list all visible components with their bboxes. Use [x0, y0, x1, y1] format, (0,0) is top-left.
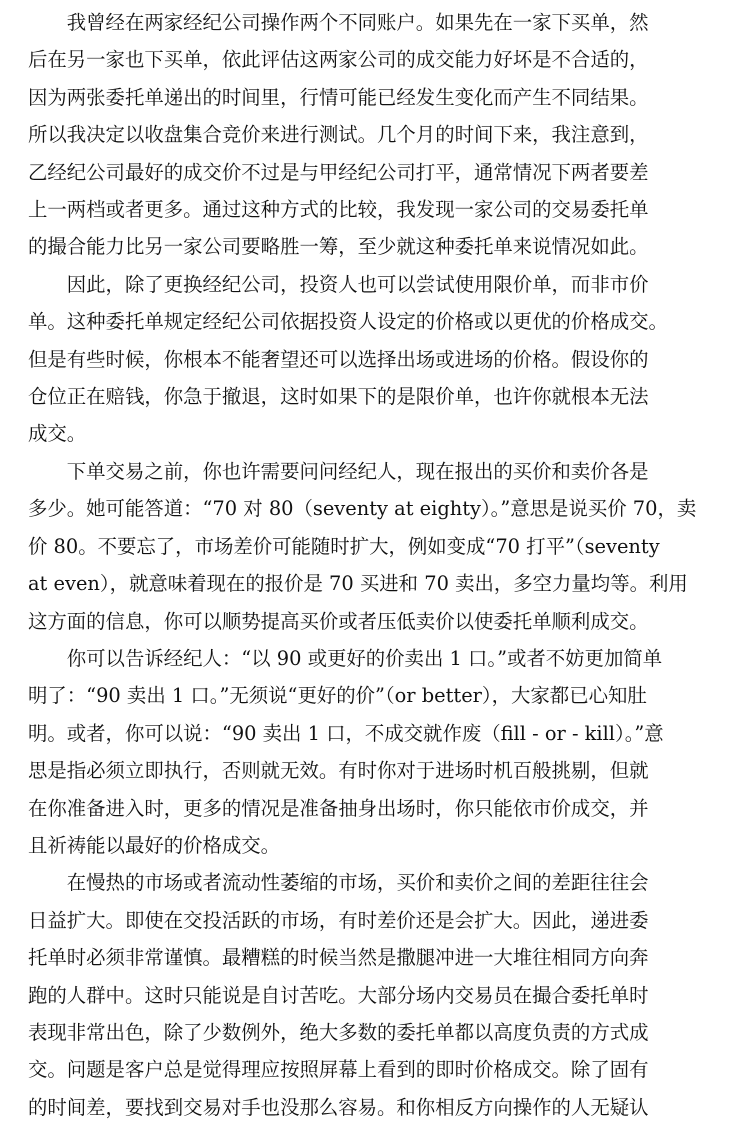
text-line: 跑的人群中。这时只能说是自讨苦吃。大部分场内交易员在撮合委托单时 — [28, 983, 649, 1007]
text-line: 但是有些时候，你根本不能奢望还可以选择出场或进场的价格。假设你的 — [28, 347, 649, 371]
text-line: 下单交易之前，你也许需要问问经纪人，现在报出的买价和卖价各是 — [28, 459, 649, 483]
text-line: 的时间差，要找到交易对手也没那么容易。和你相反方向操作的人无疑认 — [28, 1095, 649, 1119]
text-line: 你可以告诉经纪人：“以 90 或更好的价卖出 1 口。”或者不妨更加简单 — [28, 646, 663, 670]
text-line: 所以我决定以收盘集合竞价来进行测试。几个月的时间下来，我注意到， — [28, 123, 649, 147]
text-line: 托单时必须非常谨慎。最糟糕的时候当然是撒腿冲进一大堆往相同方向奔 — [28, 946, 649, 970]
text-line: 多少。她可能答道：“70 对 80（seventy at eighty）。”意思是说买价 70，卖 — [28, 497, 697, 521]
text-line: at even），就意味着现在的报价是 70 买进和 70 卖出，多空力量均等。利用 — [28, 572, 688, 596]
text-line: 日益扩大。即使在交投活跃的市场，有时差价还是会扩大。因此，递进委 — [28, 908, 649, 932]
paragraph-5 — [28, 864, 732, 1126]
paragraph-1 — [28, 4, 732, 266]
text-line: 因为两张委托单递出的时间里，行情可能已经发生变化而产生不同结果。 — [28, 85, 649, 109]
text-line: 明。或者，你可以说：“90 卖出 1 口，不成交就作废（fill - or - kill）。”意 — [28, 721, 664, 745]
paragraph-4 — [28, 640, 732, 864]
text-line: 这方面的信息，你可以顺势提高买价或者压低卖价以使委托单顺利成交。 — [28, 609, 649, 633]
paragraph-2 — [28, 266, 732, 453]
text-line: 思是指必须立即执行，否则就无效。有时你对于进场时机百般挑剔，但就 — [28, 759, 649, 783]
text-line: 价 80。不要忘了，市场差价可能随时扩大，例如变成“70 打平”（seventy — [28, 534, 660, 558]
text-line: 在你准备进入时，更多的情况是准备抽身出场时，你只能依市价成交，并 — [28, 796, 649, 820]
text-line: 表现非常出色，除了少数例外，绝大多数的委托单都以高度负责的方式成 — [28, 1020, 649, 1044]
text-line: 上一两档或者更多。通过这种方式的比较，我发现一家公司的交易委托单 — [28, 198, 649, 222]
text-line: 在慢热的市场或者流动性萎缩的市场，买价和卖价之间的差距往往会 — [28, 871, 649, 895]
text-line: 的撮合能力比另一家公司要略胜一筹，至少就这种委托单来说情况如此。 — [28, 235, 649, 259]
text-line: 单。这种委托单规定经纪公司依据投资人设定的价格或以更优的价格成交。 — [28, 310, 668, 334]
text-line: 我曾经在两家经纪公司操作两个不同账户。如果先在一家下买单，然 — [28, 11, 649, 34]
text-line: 且祈祷能以最好的价格成交。 — [28, 833, 281, 857]
text-line: 因此，除了更换经纪公司，投资人也可以尝试使用限价单，而非市价 — [28, 272, 649, 296]
text-line: 仓位正在赔钱，你急于撤退，这时如果下的是限价单，也许你就根本无法 — [28, 385, 649, 409]
text-line: 交。问题是客户总是觉得理应按照屏幕上看到的即时价格成交。除了固有 — [28, 1058, 649, 1082]
text-line: 后在另一家也下买单，依此评估这两家公司的成交能力好坏是不合适的， — [28, 48, 649, 72]
text-line: 乙经纪公司最好的成交价不过是与甲经纪公司打平，通常情况下两者要差 — [28, 160, 649, 184]
text-line: 成交。 — [28, 422, 87, 446]
text-line: 明了：“90 卖出 1 口。”无须说“更好的价”（or better），大家都已心知肚 — [28, 684, 647, 708]
paragraph-3 — [28, 453, 732, 640]
